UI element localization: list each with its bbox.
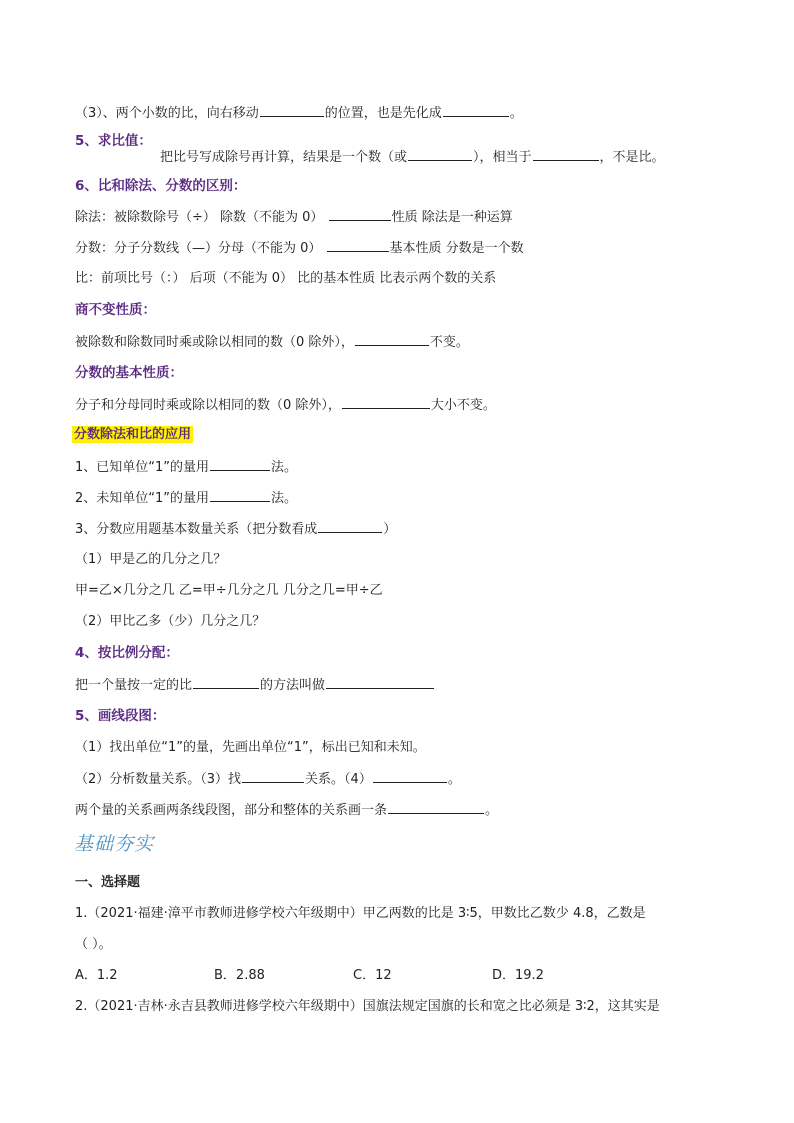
blank bbox=[210, 489, 270, 502]
text: 1、已知单位“1”的量用 bbox=[75, 460, 210, 475]
blank bbox=[193, 676, 259, 689]
line-ratio: 比：前项比号（：） 后项（不能为 0） 比的基本性质 比表示两个数的关系 bbox=[75, 271, 497, 286]
question-1-stem: 1.（2021·福建·漳平市教师进修学校六年级期中）甲乙两数的比是 3∶5，甲数比乙数少 4.8，乙数是 bbox=[75, 906, 646, 921]
text: 把一个量按一定的比 bbox=[75, 678, 193, 693]
question-1-bracket: （ ）。 bbox=[75, 937, 112, 952]
heading-quotient-invariance: 商不变性质： bbox=[75, 302, 156, 318]
line-basic-relation bbox=[75, 520, 396, 539]
highlight-label: 分数除法和比的应用 bbox=[74, 427, 192, 442]
text: 的位置，也是先化成 bbox=[324, 106, 442, 121]
blank bbox=[443, 104, 509, 117]
option-a[interactable]: A．1.2 bbox=[75, 968, 118, 983]
blank bbox=[210, 458, 270, 471]
text: 分数：分子分数线（—）分母（不能为 0） bbox=[75, 241, 322, 256]
line-decimal-ratio bbox=[75, 104, 523, 123]
blank bbox=[260, 104, 324, 117]
section-logo: 基础夯实 bbox=[74, 833, 155, 855]
option-d[interactable]: D．19.2 bbox=[492, 968, 544, 983]
line-ratio-value bbox=[160, 148, 665, 167]
blank bbox=[388, 801, 484, 814]
line-known-unit bbox=[75, 458, 297, 477]
text: 。 bbox=[485, 803, 499, 818]
line-diagram-step-2 bbox=[75, 770, 461, 789]
blank bbox=[318, 520, 382, 533]
question-1-options bbox=[75, 967, 631, 985]
text: 不变。 bbox=[429, 335, 469, 350]
blank bbox=[355, 333, 429, 346]
text: 大小不变。 bbox=[430, 398, 496, 413]
text: （3）、两个小数的比，向右移动 bbox=[75, 106, 259, 121]
text: 的方法叫做 bbox=[260, 678, 326, 693]
line-proportional-distribution bbox=[75, 676, 435, 695]
blank bbox=[373, 770, 447, 783]
line-fraction-property bbox=[75, 396, 496, 415]
blank bbox=[329, 208, 391, 221]
text: 关系。（4） bbox=[305, 772, 372, 787]
heading-line-diagram: 5、画线段图： bbox=[75, 708, 166, 724]
heading-application bbox=[72, 426, 193, 444]
text: 。 bbox=[447, 772, 461, 787]
line-formula: 甲=乙×几分之几 乙=甲÷几分之几 几分之几=甲÷乙 bbox=[75, 583, 383, 598]
option-c[interactable]: C．12 bbox=[353, 968, 392, 983]
line-diagram-step-1: （1）找出单位“1”的量，先画出单位“1”，标出已知和未知。 bbox=[75, 740, 426, 755]
text: ），相当于 bbox=[473, 150, 532, 165]
line-division bbox=[75, 208, 513, 227]
heading-difference: 6、比和除法、分数的区别： bbox=[75, 178, 247, 194]
text: 基本性质 分数是一个数 bbox=[389, 241, 524, 256]
text: （2）分析数量关系。（3）找 bbox=[75, 772, 242, 787]
text: 把比号写成除号再计算，结果是一个数（或 bbox=[160, 150, 408, 165]
text: 2、未知单位“1”的量用 bbox=[75, 491, 210, 506]
text: 法。 bbox=[271, 460, 298, 475]
text: 分子和分母同时乘或除以相同的数（0 除外）， bbox=[75, 398, 341, 413]
text: 两个量的关系画两条线段图，部分和整体的关系画一条 bbox=[75, 803, 388, 818]
text: ，不是比。 bbox=[599, 150, 665, 165]
blank bbox=[326, 676, 434, 689]
heading-ratio-value: 5、求比值： bbox=[75, 133, 152, 149]
heading-fraction-property: 分数的基本性质： bbox=[75, 365, 183, 381]
option-b[interactable]: B．2.88 bbox=[214, 968, 265, 983]
blank bbox=[242, 770, 304, 783]
blank bbox=[408, 148, 472, 161]
line-question-1: （1）甲是乙的几分之几？ bbox=[75, 552, 227, 567]
text: 性质 除法是一种运算 bbox=[391, 210, 513, 225]
blank bbox=[342, 396, 430, 409]
question-2-stem: 2.（2021·吉林·永吉县教师进修学校六年级期中）国旗法规定国旗的长和宽之比必须是 3∶2，这其实是 bbox=[75, 999, 660, 1014]
line-quotient-invariance bbox=[75, 333, 469, 352]
section-title: 一、选择题 bbox=[75, 875, 141, 890]
line-question-2: （2）甲比乙多（少）几分之几？ bbox=[75, 614, 266, 629]
text: 除法：被除数除号（÷） 除数（不能为 0） bbox=[75, 210, 324, 225]
text: ） bbox=[383, 522, 397, 537]
heading-proportional-distribution: 4、按比例分配： bbox=[75, 645, 179, 661]
line-fraction bbox=[75, 239, 524, 258]
text: 被除数和除数同时乘或除以相同的数（0 除外）， bbox=[75, 335, 354, 350]
text: 法。 bbox=[271, 491, 298, 506]
line-unknown-unit bbox=[75, 489, 297, 508]
text: 3、分数应用题基本数量关系（把分数看成 bbox=[75, 522, 318, 537]
blank bbox=[533, 148, 599, 161]
line-diagram-relation bbox=[75, 801, 498, 820]
blank bbox=[327, 239, 389, 252]
text: 。 bbox=[509, 106, 523, 121]
